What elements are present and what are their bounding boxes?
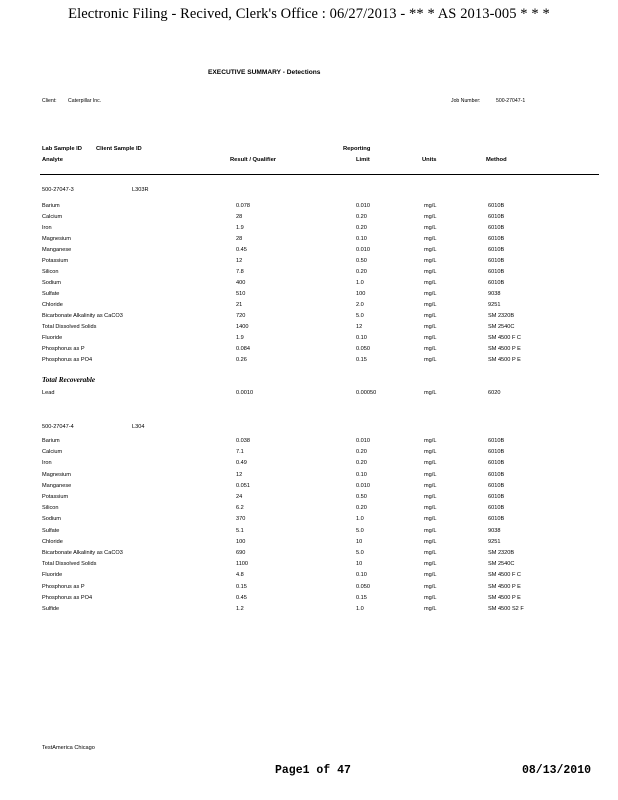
job-number: 500-27047-1 — [496, 98, 526, 104]
sample-client-id: L303R — [132, 187, 149, 193]
cell-units: mg/L — [424, 302, 437, 308]
cell-units: mg/L — [424, 225, 437, 231]
cell-result: 0.49 — [236, 460, 247, 467]
cell-method: 6020 — [488, 390, 501, 396]
table-row — [0, 357, 618, 367]
cell-result: 0.051 — [236, 482, 250, 489]
table-row — [0, 494, 618, 504]
cell-limit: 0.20 — [356, 460, 367, 467]
cell-analyte: Potassium — [42, 258, 69, 264]
cell-method: SM 4500 P E — [488, 346, 521, 352]
cell-limit: 100 — [356, 291, 366, 297]
cell-units: mg/L — [424, 494, 437, 500]
cell-limit: 0.20 — [356, 214, 367, 220]
table-row — [0, 438, 618, 448]
cell-method: 6010B — [488, 258, 505, 264]
table-row — [0, 269, 618, 279]
cell-result: 0.45 — [236, 594, 247, 601]
cell-units: mg/L — [424, 438, 437, 444]
cell-method: SM 4500 F C — [488, 572, 521, 579]
cell-result: 1.9 — [236, 225, 244, 231]
table-row — [0, 324, 618, 334]
cell-method: 6010B — [488, 438, 505, 444]
cell-analyte: Total Dissolved Solids — [42, 324, 97, 330]
cell-method: SM 4500 F C — [488, 335, 521, 341]
cell-method: 6010B — [488, 482, 505, 489]
cell-limit: 2.0 — [356, 302, 364, 308]
sample-lab-id: 500-27047-4 — [42, 424, 74, 430]
cell-method: 6010B — [488, 494, 505, 500]
cell-analyte: Fluoride — [42, 335, 63, 341]
cell-method: 6010B — [488, 247, 505, 253]
cell-limit: 0.20 — [356, 225, 367, 231]
table-row — [0, 572, 618, 582]
table-row — [0, 460, 618, 470]
cell-units: mg/L — [424, 390, 437, 396]
cell-analyte: Sulfate — [42, 527, 60, 534]
header-limit: Limit — [356, 157, 370, 163]
cell-analyte: Sodium — [42, 516, 61, 523]
cell-units: mg/L — [424, 324, 437, 330]
cell-analyte: Chloride — [42, 538, 63, 545]
cell-limit: 0.10 — [356, 572, 367, 579]
cell-analyte: Calcium — [42, 449, 63, 456]
cell-method: SM 2320B — [488, 550, 515, 556]
cell-limit: 0.10 — [356, 236, 367, 242]
cell-result: 100 — [236, 538, 246, 545]
cell-result: 370 — [236, 516, 246, 523]
cell-method: 6010B — [488, 280, 505, 286]
header-client-sample-id: Client Sample ID — [96, 146, 142, 152]
cell-analyte: Sulfate — [42, 291, 60, 297]
table-row — [0, 449, 618, 459]
table-row — [0, 472, 618, 482]
cell-method: SM 2320B — [488, 313, 515, 319]
cell-analyte: Magnesium — [42, 236, 71, 242]
job-number-label: Job Number: — [451, 98, 481, 104]
cell-units: mg/L — [424, 516, 437, 523]
cell-analyte: Phosphorus as P — [42, 346, 85, 352]
cell-analyte: Fluoride — [42, 572, 63, 579]
cell-analyte: Phosphorus as P — [42, 583, 85, 590]
cell-result: 0.038 — [236, 438, 250, 444]
table-row — [0, 247, 618, 257]
cell-analyte: Silicon — [42, 505, 59, 512]
cell-method: SM 2540C — [488, 561, 515, 568]
table-row — [0, 606, 618, 616]
cell-analyte: Manganese — [42, 247, 72, 253]
cell-limit: 5.0 — [356, 313, 364, 319]
cell-units: mg/L — [424, 572, 437, 579]
cell-limit: 10 — [356, 561, 363, 568]
cell-limit: 1.0 — [356, 280, 364, 286]
cell-units: mg/L — [424, 346, 437, 352]
cell-analyte: Iron — [42, 225, 52, 231]
cell-limit: 0.20 — [356, 449, 367, 456]
table-row — [0, 483, 618, 493]
table-row — [0, 203, 618, 213]
cell-result: 28 — [236, 214, 243, 220]
sample-lab-id: 500-27047-3 — [42, 187, 74, 193]
cell-analyte: Barium — [42, 438, 60, 444]
cell-units: mg/L — [424, 313, 437, 319]
cell-units: mg/L — [424, 258, 437, 264]
cell-result: 21 — [236, 302, 243, 308]
cell-units: mg/L — [424, 561, 437, 568]
cell-analyte: Magnesium — [42, 471, 71, 478]
cell-limit: 0.50 — [356, 494, 367, 500]
cell-units: mg/L — [424, 269, 437, 275]
cell-method: 9038 — [488, 527, 501, 534]
cell-result: 0.45 — [236, 247, 247, 253]
cell-analyte: Lead — [42, 390, 55, 396]
header-result: Result / Qualifier — [230, 157, 277, 163]
client-label: Client: — [42, 98, 57, 104]
cell-method: 6010B — [488, 236, 505, 242]
cell-analyte: Calcium — [42, 214, 63, 220]
header-rule — [40, 174, 599, 175]
cell-units: mg/L — [424, 527, 437, 534]
cell-limit: 0.10 — [356, 335, 367, 341]
header-method: Method — [486, 157, 507, 163]
cell-result: 5.1 — [236, 527, 244, 534]
table-row — [0, 516, 618, 526]
cell-analyte: Bicarbonate Alkalinity as CaCO3 — [42, 313, 123, 319]
cell-units: mg/L — [424, 280, 437, 286]
header-reporting: Reporting — [343, 146, 371, 152]
cell-units: mg/L — [424, 594, 437, 601]
cell-units: mg/L — [424, 291, 437, 297]
cell-limit: 0.20 — [356, 269, 367, 275]
cell-limit: 0.010 — [356, 438, 370, 444]
cell-analyte: Silicon — [42, 269, 59, 275]
cell-method: SM 4500 P E — [488, 357, 521, 363]
table-row — [0, 291, 618, 301]
cell-units: mg/L — [424, 471, 437, 478]
cell-limit: 0.50 — [356, 258, 367, 264]
cell-units: mg/L — [424, 583, 437, 590]
cell-result: 7.8 — [236, 269, 244, 275]
cell-result: 510 — [236, 291, 246, 297]
cell-result: 1.9 — [236, 335, 244, 341]
cell-method: 6010B — [488, 225, 505, 231]
table-row — [0, 225, 618, 235]
cell-units: mg/L — [424, 357, 437, 363]
cell-units: mg/L — [424, 606, 437, 612]
header-analyte: Analyte — [42, 157, 63, 163]
cell-units: mg/L — [424, 538, 437, 545]
table-row — [0, 302, 618, 312]
cell-limit: 0.15 — [356, 357, 367, 363]
footer-lab-name: TestAmerica Chicago — [42, 745, 95, 751]
page-number: Page1 of 47 — [275, 764, 351, 777]
cell-limit: 0.00050 — [356, 390, 377, 396]
cell-method: 6010B — [488, 203, 505, 209]
cell-method: SM 4500 S2 F — [488, 606, 524, 612]
cell-result: 0.084 — [236, 346, 250, 352]
table-row — [0, 280, 618, 290]
cell-units: mg/L — [424, 236, 437, 242]
cell-result: 12 — [236, 471, 243, 478]
cell-result: 12 — [236, 258, 243, 264]
cell-analyte: Sodium — [42, 280, 61, 286]
cell-analyte: Chloride — [42, 302, 63, 308]
cell-result: 400 — [236, 280, 246, 286]
cell-method: 6010B — [488, 471, 505, 478]
cell-result: 0.15 — [236, 583, 247, 590]
cell-method: 9251 — [488, 302, 501, 308]
table-row — [0, 236, 618, 246]
table-row — [0, 335, 618, 345]
cell-method: 9038 — [488, 291, 501, 297]
cell-result: 0.0010 — [236, 390, 254, 396]
cell-analyte: Iron — [42, 460, 52, 467]
table-row — [0, 539, 618, 549]
table-row — [0, 550, 618, 560]
cell-limit: 1.0 — [356, 606, 364, 612]
table-row — [0, 313, 618, 323]
cell-result: 1100 — [236, 561, 249, 568]
cell-method: SM 4500 P E — [488, 583, 521, 590]
cell-analyte: Barium — [42, 203, 60, 209]
cell-units: mg/L — [424, 460, 437, 467]
table-row — [0, 214, 618, 224]
report-title: EXECUTIVE SUMMARY - Detections — [208, 69, 321, 76]
cell-limit: 0.050 — [356, 583, 370, 590]
cell-units: mg/L — [424, 203, 437, 209]
cell-limit: 0.10 — [356, 471, 367, 478]
cell-result: 0.078 — [236, 203, 250, 209]
cell-units: mg/L — [424, 482, 437, 489]
table-row — [0, 390, 618, 400]
cell-result: 6.2 — [236, 505, 244, 512]
footer-date: 08/13/2010 — [522, 764, 592, 777]
cell-result: 690 — [236, 550, 246, 556]
cell-analyte: Phosphorus as PO4 — [42, 357, 93, 363]
cell-method: SM 4500 P E — [488, 594, 521, 601]
cell-units: mg/L — [424, 550, 437, 556]
cell-result: 720 — [236, 313, 246, 319]
client-name: Caterpillar Inc. — [68, 98, 102, 104]
table-row — [0, 528, 618, 538]
cell-units: mg/L — [424, 449, 437, 456]
cell-analyte: Total Dissolved Solids — [42, 561, 97, 568]
table-row — [0, 258, 618, 268]
cell-analyte: Phosphorus as PO4 — [42, 594, 93, 601]
cell-units: mg/L — [424, 247, 437, 253]
cell-method: 6010B — [488, 460, 505, 467]
cell-analyte: Potassium — [42, 494, 69, 500]
cell-method: 6010B — [488, 449, 505, 456]
cell-limit: 0.15 — [356, 594, 367, 601]
cell-result: 24 — [236, 494, 243, 500]
cell-method: 9251 — [488, 538, 501, 545]
cell-limit: 0.010 — [356, 482, 370, 489]
sample-client-id: L304 — [132, 424, 145, 430]
header-units: Units — [422, 157, 437, 163]
cell-units: mg/L — [424, 335, 437, 341]
cell-limit: 0.050 — [356, 346, 370, 352]
cell-limit: 1.0 — [356, 516, 364, 523]
subsection-title: Total Recoverable — [42, 376, 96, 384]
cell-result: 0.26 — [236, 357, 247, 363]
table-row — [0, 595, 618, 605]
table-row — [0, 584, 618, 594]
cell-units: mg/L — [424, 214, 437, 220]
cell-limit: 5.0 — [356, 527, 364, 534]
table-row — [0, 561, 618, 571]
cell-method: 6010B — [488, 269, 505, 275]
cell-analyte: Sulfide — [42, 606, 60, 612]
cell-limit: 0.20 — [356, 505, 367, 512]
cell-method: 6010B — [488, 505, 505, 512]
cell-limit: 5.0 — [356, 550, 364, 556]
cell-result: 1.2 — [236, 606, 244, 612]
cell-analyte: Bicarbonate Alkalinity as CaCO3 — [42, 550, 123, 556]
cell-result: 4.8 — [236, 572, 244, 579]
table-row — [0, 505, 618, 515]
header-lab-sample-id: Lab Sample ID — [42, 146, 82, 152]
cell-limit: 0.010 — [356, 203, 370, 209]
cell-result: 7.1 — [236, 449, 244, 456]
cell-limit: 0.010 — [356, 247, 370, 253]
cell-method: 6010B — [488, 214, 505, 220]
cell-method: 6010B — [488, 516, 505, 523]
cell-analyte: Manganese — [42, 482, 72, 489]
cell-method: SM 2540C — [488, 324, 515, 330]
cell-limit: 10 — [356, 538, 363, 545]
cell-result: 1400 — [236, 324, 249, 330]
filing-banner: Electronic Filing - Recived, Clerk's Office : 06/27/2013 - ** * AS 2013-005 * * * — [68, 6, 550, 22]
cell-result: 28 — [236, 236, 243, 242]
table-row — [0, 346, 618, 356]
cell-units: mg/L — [424, 505, 437, 512]
cell-limit: 12 — [356, 324, 363, 330]
